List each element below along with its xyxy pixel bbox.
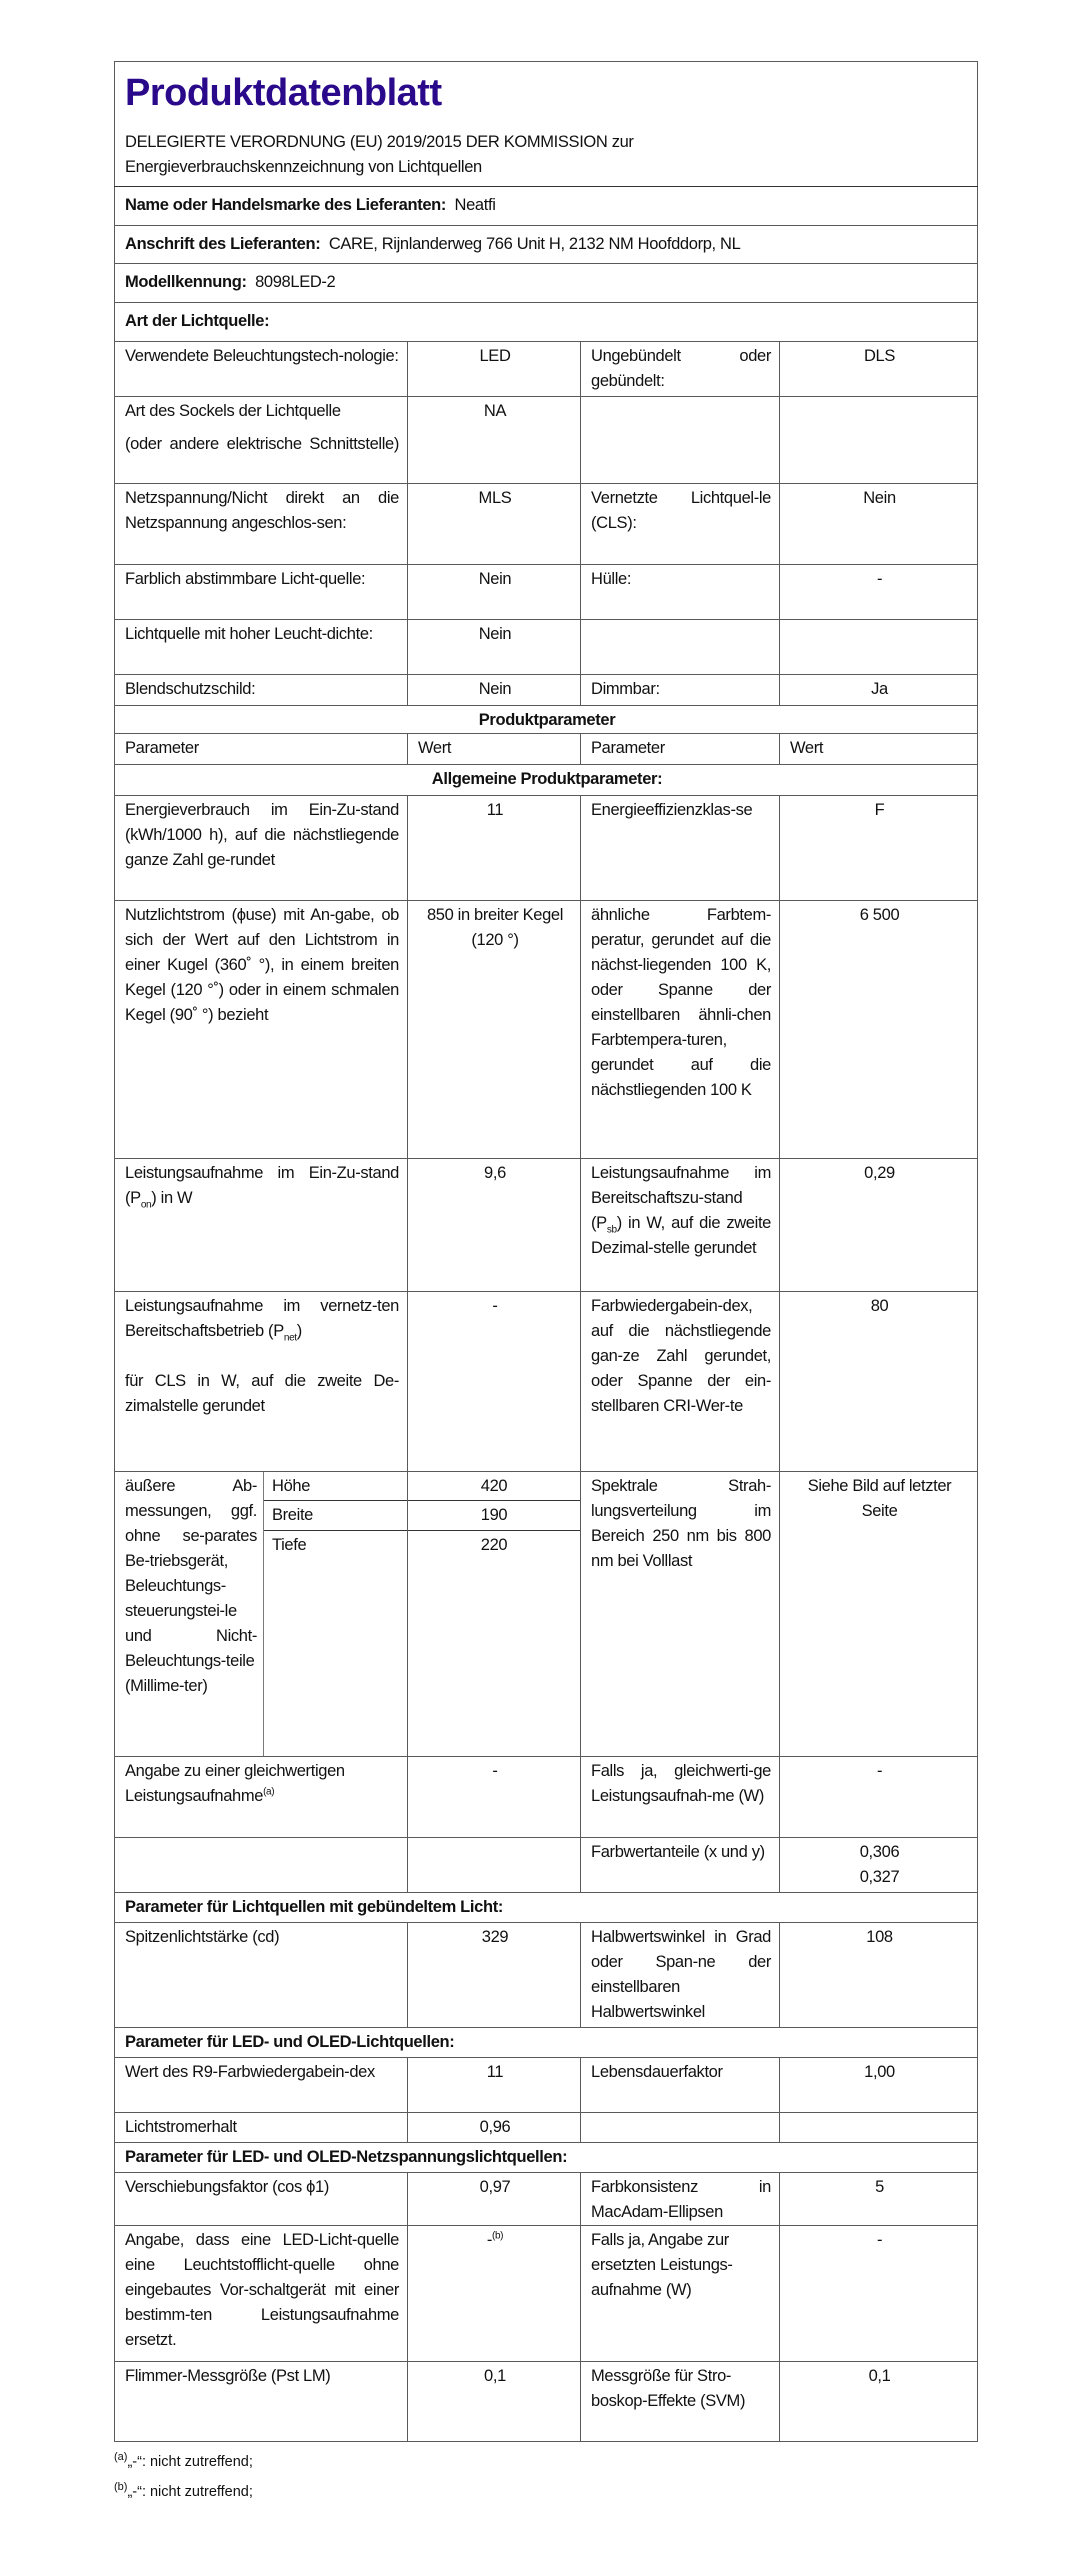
param-label: Netzspannung/Nicht direkt an die Netzspannung angeschlos-sen: bbox=[115, 484, 408, 565]
param-value: 80 bbox=[780, 1292, 978, 1472]
table-row bbox=[115, 397, 978, 484]
footnote-a: $^{(a)}$„-“: nicht zutreffend; bbox=[114, 2451, 253, 2470]
param-label: ähnliche Farbtem-peratur, gerundet auf die nächst-liegenden 100 K, oder Spanne der einstellbaren ähnli-chen Farbtempera-turen, gerundet auf die nächstliegenden 100 K bbox=[581, 901, 780, 1159]
param-label: Farblich abstimmbare Licht-quelle: bbox=[115, 565, 408, 620]
param-label: Spitzenlichtstärke (cd) bbox=[115, 1923, 408, 2028]
param-label: Hülle: bbox=[581, 565, 780, 620]
dimensions-cell bbox=[115, 1472, 408, 1757]
dimension-width-label: Breite bbox=[264, 1501, 407, 1531]
column-header-row bbox=[115, 734, 978, 765]
param-value: MLS bbox=[408, 484, 581, 565]
param-label: Angabe zu einer gleichwertigen Leistungsaufnahme$^{(a)}$ bbox=[115, 1757, 408, 1838]
param-value: Nein bbox=[408, 675, 581, 706]
table-row bbox=[115, 620, 978, 675]
param-label: Flimmer-Messgröße (Pst LM) bbox=[115, 2362, 408, 2442]
param-value: - bbox=[780, 2226, 978, 2362]
param-label: Halbwertswinkel in Grad oder Span-ne der einstellbaren Halbwertswinkel bbox=[581, 1923, 780, 2028]
dimension-height-value: 420 bbox=[408, 1472, 580, 1501]
param-label: Energieverbrauch im Ein-Zu-stand (kWh/1000 h), auf die nächstliegende ganze Zahl ge-rundet bbox=[115, 796, 408, 901]
model-row bbox=[115, 264, 978, 303]
section-header-row bbox=[115, 706, 978, 734]
empty-cell bbox=[408, 1838, 581, 1893]
supplier-name-row bbox=[115, 187, 978, 226]
column-header: Parameter bbox=[581, 734, 780, 765]
param-value: Ja bbox=[780, 675, 978, 706]
table-row bbox=[115, 484, 978, 565]
param-value: 108 bbox=[780, 1923, 978, 2028]
table-row bbox=[115, 675, 978, 706]
param-value: DLS bbox=[780, 342, 978, 397]
dimension-width-value: 190 bbox=[408, 1501, 580, 1531]
param-label: Falls ja, Angabe zur ersetzten Leistungs-aufnahme (W) bbox=[581, 2226, 780, 2362]
column-header: Wert bbox=[780, 734, 978, 765]
param-value bbox=[780, 1838, 978, 1893]
section-header-row bbox=[115, 1893, 978, 1923]
param-label: Art des Sockels der Lichtquelle (oder andere elektrische Schnittstelle) bbox=[115, 397, 408, 484]
param-value: - bbox=[408, 1292, 581, 1472]
param-value: Nein bbox=[408, 565, 581, 620]
param-value: 0,29 bbox=[780, 1159, 978, 1292]
regulation-text: DELEGIERTE VERORDNUNG (EU) 2019/2015 DER KOMMISSION zur Energieverbrauchskennzeichnung von Lichtquellen bbox=[125, 133, 634, 176]
product-data-sheet bbox=[114, 61, 977, 2442]
param-value: Nein bbox=[408, 620, 581, 675]
data-sheet-table bbox=[114, 61, 978, 2442]
page-title: Produktdatenblatt bbox=[125, 72, 442, 114]
param-label: Dimmbar: bbox=[581, 675, 780, 706]
supplier-address-value: CARE, Rijnlanderweg 766 Unit H, 2132 NM Hoofddorp, NL bbox=[328, 235, 741, 253]
table-row bbox=[115, 2113, 978, 2143]
table-row bbox=[115, 1923, 978, 2028]
empty-cell bbox=[780, 2113, 978, 2143]
dimension-height-label: Höhe bbox=[264, 1472, 407, 1501]
table-row bbox=[115, 1292, 978, 1472]
empty-cell bbox=[581, 2113, 780, 2143]
dimension-names bbox=[264, 1472, 407, 1756]
param-label: Farbwertanteile (x und y) bbox=[581, 1838, 780, 1893]
param-value: - bbox=[408, 1757, 581, 1838]
param-value: 0,1 bbox=[408, 2362, 581, 2442]
param-value: 1,00 bbox=[780, 2058, 978, 2113]
chromaticity-y: 0,327 bbox=[859, 1868, 900, 1886]
param-value: - bbox=[780, 1757, 978, 1838]
empty-cell bbox=[581, 397, 780, 484]
param-label: Nutzlichtstrom (ϕuse) mit An-gabe, ob sich der Wert auf den Lichtstrom in einer Kugel (360˚ °), in einem breiten Kegel (120 °˚) oder in einem schmalen Kegel (90˚ °) bezieht bbox=[115, 901, 408, 1159]
param-value: Siehe Bild auf letzter Seite bbox=[780, 1472, 978, 1757]
param-value: 850 in breiter Kegel (120 °) bbox=[408, 901, 581, 1159]
dimension-depth-value: 220 bbox=[480, 1536, 508, 1554]
param-value: LED bbox=[408, 342, 581, 397]
param-value: 9,6 bbox=[408, 1159, 581, 1292]
table-row bbox=[115, 2058, 978, 2113]
column-header: Parameter bbox=[115, 734, 408, 765]
param-value: 5 bbox=[780, 2173, 978, 2226]
table-row bbox=[115, 796, 978, 901]
param-value: - bbox=[780, 565, 978, 620]
param-label: Leistungsaufnahme im vernetz-ten Bereitschaftsbetrieb $(P_{net})$ für CLS in W, auf die zweite De-zimalstelle gerundet bbox=[115, 1292, 408, 1472]
lightsource-type-row bbox=[115, 303, 978, 342]
supplier-name-value: Neatfi bbox=[454, 196, 496, 214]
table-row bbox=[115, 2173, 978, 2226]
param-value: 6 500 bbox=[780, 901, 978, 1159]
supplier-name-label: Name oder Handelsmarke des Lieferanten: bbox=[125, 196, 447, 214]
table-row bbox=[115, 901, 978, 1159]
footnote-b: $^{(b)}$„-“: nicht zutreffend; bbox=[114, 2481, 253, 2500]
param-value: 0,96 bbox=[408, 2113, 581, 2143]
param-label: Messgröße für Stro-boskop-Effekte (SVM) bbox=[581, 2362, 780, 2442]
param-value: 11 bbox=[408, 2058, 581, 2113]
empty-cell bbox=[581, 620, 780, 675]
param-value: F bbox=[780, 796, 978, 901]
empty-cell bbox=[780, 620, 978, 675]
column-header: Wert bbox=[408, 734, 581, 765]
section-title-directional: Parameter für Lichtquellen mit gebündeltem Licht: bbox=[115, 1893, 978, 1923]
param-label: Lichtstromerhalt bbox=[115, 2113, 408, 2143]
param-label: Verschiebungsfaktor (cos ϕ1) bbox=[115, 2173, 408, 2226]
param-value: NA bbox=[408, 397, 581, 484]
param-label: Falls ja, gleichwerti-ge Leistungsaufnah-me (W) bbox=[581, 1757, 780, 1838]
model-label: Modellkennung: bbox=[125, 273, 247, 291]
dimension-depth-label: Tiefe bbox=[272, 1536, 307, 1554]
param-label: Leistungsaufnahme im Ein-Zu-stand $(P_{on})$ in W bbox=[115, 1159, 408, 1292]
param-label: Farbwiedergabein-dex, auf die nächstliegende gan-ze Zahl gerundet, oder Spanne der ein-stellbaren CRI-Wer-te bbox=[581, 1292, 780, 1472]
param-label: Wert des R9-Farbwiedergabein-dex bbox=[115, 2058, 408, 2113]
table-row bbox=[115, 1757, 978, 1838]
table-row bbox=[115, 565, 978, 620]
table-row bbox=[115, 1159, 978, 1292]
dimension-values bbox=[408, 1472, 581, 1757]
section-header-row bbox=[115, 765, 978, 796]
param-label: Energieeffizienzklas-se bbox=[581, 796, 780, 901]
section-title-led-mains: Parameter für LED- und OLED-Netzspannungslichtquellen: bbox=[115, 2143, 978, 2173]
param-label: Farbkonsistenz in MacAdam-Ellipsen bbox=[581, 2173, 780, 2226]
lightsource-type-label: Art der Lichtquelle: bbox=[115, 303, 978, 342]
param-label: Lichtquelle mit hoher Leucht-dichte: bbox=[115, 620, 408, 675]
table-row bbox=[115, 342, 978, 397]
section-title-product-parameters: Produktparameter bbox=[115, 706, 978, 734]
param-value: -$^{(b)}$ bbox=[408, 2226, 581, 2362]
param-value: 329 bbox=[408, 1923, 581, 2028]
param-value: 0,1 bbox=[780, 2362, 978, 2442]
chromaticity-x: 0,306 bbox=[859, 1843, 900, 1861]
param-label: Spektrale Strah-lungsverteilung im Bereich 250 nm bis 800 nm bei Volllast bbox=[581, 1472, 780, 1757]
param-label: Leistungsaufnahme im Bereitschaftszu-stand $(P_{sb})$ in W, auf die zweite Dezimal-stelle gerundet bbox=[581, 1159, 780, 1292]
section-title-general: Allgemeine Produktparameter: bbox=[115, 765, 978, 796]
param-value: Nein bbox=[780, 484, 978, 565]
param-label: Ungebündelt oder gebündelt: bbox=[581, 342, 780, 397]
empty-cell bbox=[115, 1838, 408, 1893]
section-header-row bbox=[115, 2143, 978, 2173]
param-value: 0,97 bbox=[408, 2173, 581, 2226]
param-label: Blendschutzschild: bbox=[115, 675, 408, 706]
table-row bbox=[115, 2226, 978, 2362]
param-value: 11 bbox=[408, 796, 581, 901]
section-title-led: Parameter für LED- und OLED-Lichtquellen: bbox=[115, 2028, 978, 2058]
dimensions-row bbox=[115, 1472, 978, 1757]
footnotes bbox=[114, 2447, 253, 2507]
model-value: 8098LED-2 bbox=[255, 273, 336, 291]
dimensions-label: äußere Ab-messungen, ggf. ohne se-parates Be-triebsgerät, Beleuchtungs-steuerungstei-le und Nicht-Beleuchtungs-teile (Millime-ter) bbox=[115, 1472, 264, 1756]
supplier-address-row bbox=[115, 226, 978, 264]
table-row bbox=[115, 2362, 978, 2442]
param-label: Verwendete Beleuchtungstech-nologie: bbox=[115, 342, 408, 397]
param-label: Vernetzte Lichtquel-le (CLS): bbox=[581, 484, 780, 565]
table-row bbox=[115, 1838, 978, 1893]
header-row bbox=[115, 62, 978, 187]
param-label: Angabe, dass eine LED-Licht-quelle eine Leuchtstofflicht-quelle ohne eingebautes Vor-schaltgerät mit einer bestimm-ten Leistungsaufnahme ersetzt. bbox=[115, 2226, 408, 2362]
supplier-address-label: Anschrift des Lieferanten: bbox=[125, 235, 321, 253]
empty-cell bbox=[780, 397, 978, 484]
section-header-row bbox=[115, 2028, 978, 2058]
param-label: Lebensdauerfaktor bbox=[581, 2058, 780, 2113]
